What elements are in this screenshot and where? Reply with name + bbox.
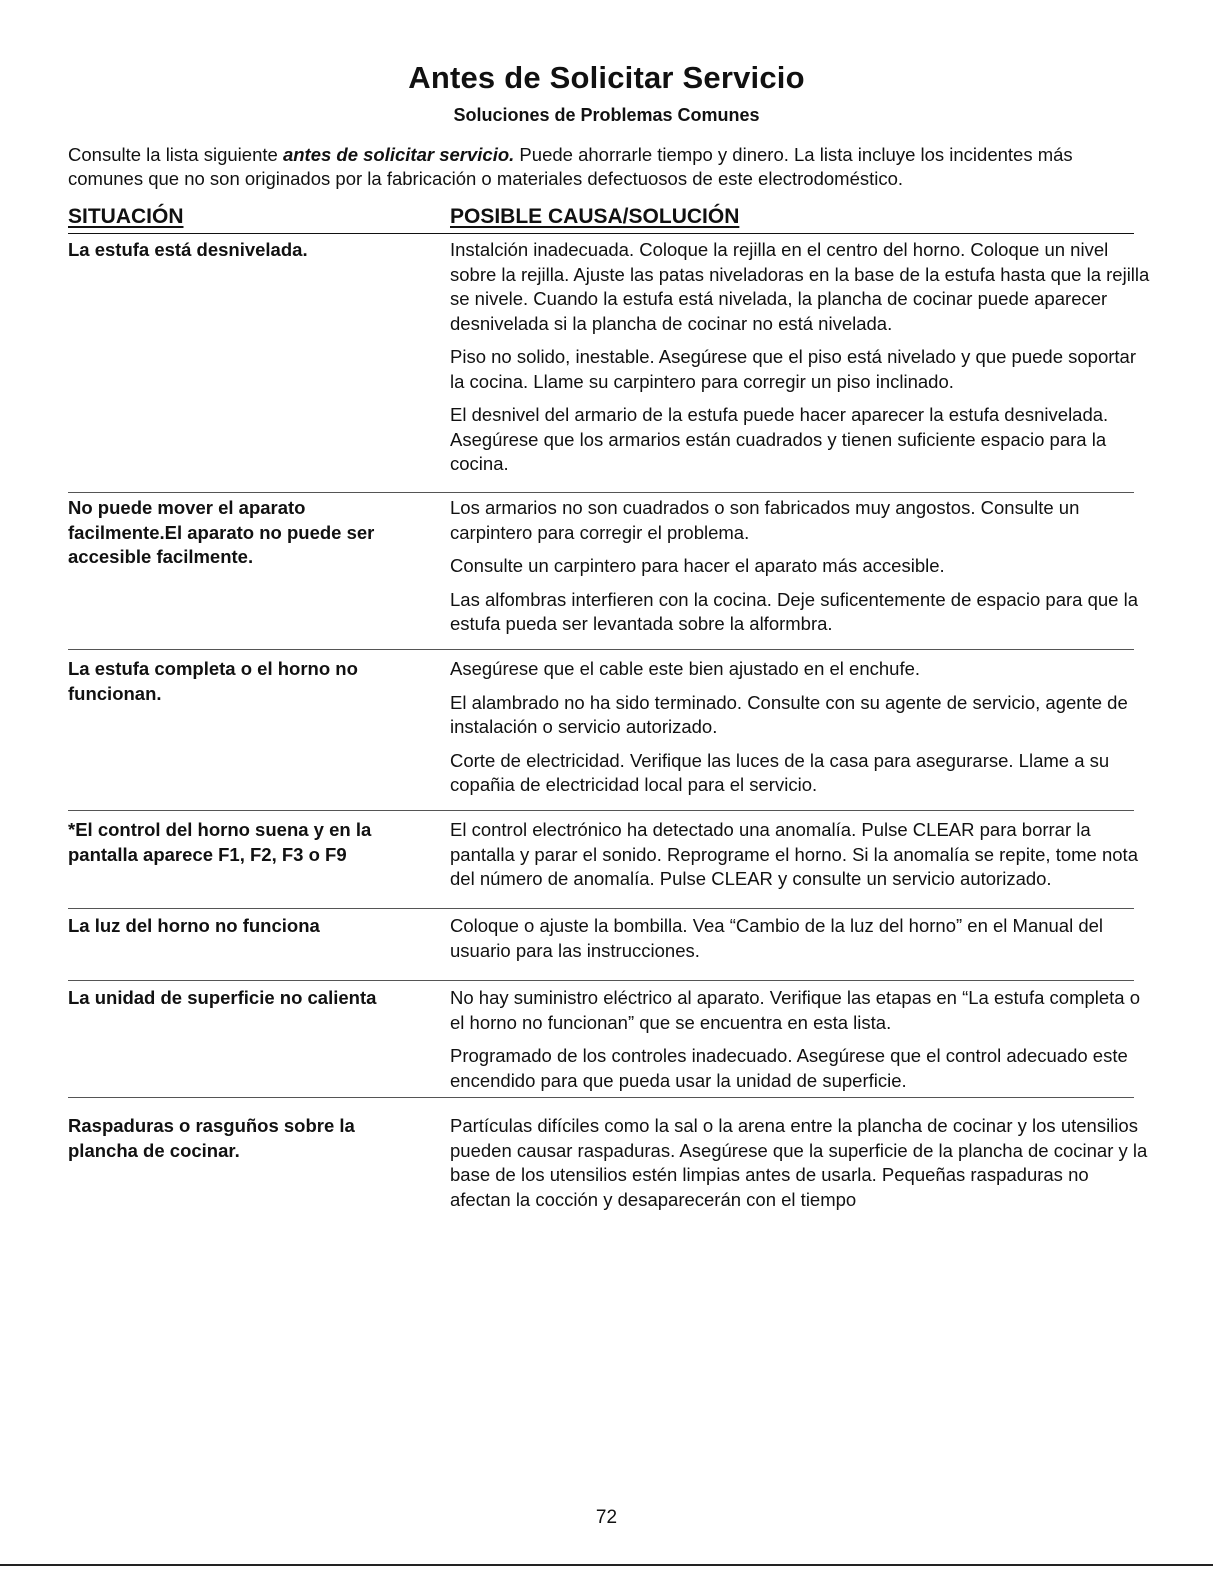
solution-text: El control electrónico ha detectado una anomalía. Pulse CLEAR para borrar la pantalla y parar el sonido. Reprograme el horno. Si la anomalía se repite, tome nota del número de anomalía. Pulse CLEAR y consulte un servicio autorizado.	[450, 819, 1138, 889]
table-row	[68, 496, 1138, 650]
table-header	[68, 205, 1134, 234]
table-row	[68, 986, 1141, 1098]
solution-cell	[450, 496, 1150, 646]
solution-text: Instalción inadecuada. Coloque la rejilla en el centro del horno. Coloque un nivel sobre la rejilla. Ajuste las patas niveladoras en la base de la estufa hasta que la rejilla se nivele. Cuando la estufa está nivelada, la plancha de cocinar puede aparecer desnivelada si la plancha de cocinar no está nivelada.	[450, 239, 1150, 334]
solution-text: No hay suministro eléctrico al aparato. Verifique las etapas en “La estufa completa o el horno no funcionan” que se encuentra en esta lista.	[450, 987, 1141, 1033]
solution-text: Las alfombras interfieren con la cocina. Deje suficentemente de espacio para que la estufa pueda ser levantada sobre la alformbra.	[450, 588, 1138, 634]
intro-text-end: Puede ahorrarle tiempo y dinero. La lista incluye los incidentes más comunes que no son originados por la fabricación o materiales defectuosos de este electrodoméstico.	[68, 144, 1073, 189]
situation-text: La luz del horno no funciona	[68, 915, 320, 936]
solution-text: Los armarios no son cuadrados o son fabricados muy angostos. Consulte un carpintero para corregir el problema.	[450, 497, 1080, 543]
situation-text: La estufa completa o el horno no funcionan.	[68, 658, 358, 704]
solution-cell	[450, 657, 1150, 807]
solution-text: Programado de los controles inadecuado. Asegúrese que el control adecuado este encendido para que pueda usar la unidad de superficie.	[450, 1045, 1128, 1091]
solution-text: Partículas difíciles como la sal o la arena entre la plancha de cocinar y los utensilios pueden causar raspaduras. Asegúrese que la superficie de la plancha de cocinar y la base de los utensilios estén limpias antes de usarla. Pequeñas raspaduras no afectan la cocción y desaparecerán con el tiempo	[450, 1115, 1148, 1210]
table-row	[68, 657, 1134, 811]
situation-text: *El control del horno suena y en la pantalla aparece F1, F2, F3 o F9	[68, 819, 372, 865]
intro-emphasis: antes de solicitar servicio.	[282, 144, 515, 165]
situation-column-header: SITUACIÓN	[68, 205, 184, 228]
intro-paragraph	[68, 143, 1148, 191]
solution-cell	[450, 238, 1150, 486]
solution-cell	[450, 818, 1150, 901]
page-subtitle: Soluciones de Problemas Comunes	[453, 105, 760, 125]
solution-cell	[450, 1114, 1150, 1221]
solution-text: Asegúrese que el cable este bien ajustado en el enchufe.	[450, 658, 921, 679]
solution-text: Piso no solido, inestable. Asegúrese que el piso está nivelado y que puede soportar la cocina. Llame su carpintero para corregir un piso inclinado.	[450, 346, 1136, 392]
solution-cell	[450, 914, 1150, 972]
solution-text: Corte de electricidad. Verifique las luces de la casa para asegurarse. Llame a su copañia de electricidad local para el servicio.	[450, 749, 1110, 795]
table-row	[68, 1114, 1148, 1224]
table-row	[68, 238, 1150, 493]
solution-text: El desnivel del armario de la estufa puede hacer aparecer la estufa desnivelada. Asegúrese que los armarios están cuadrados y tienen suficiente espacio para la cocina.	[450, 404, 1109, 474]
page-title: Antes de Solicitar Servicio	[408, 60, 805, 95]
table-row	[68, 914, 1134, 981]
solution-text: Consulte un carpintero para hacer el aparato más accesible.	[450, 555, 945, 576]
solution-cell	[450, 986, 1150, 1102]
table-row	[68, 818, 1138, 909]
page-number: 72	[595, 1507, 618, 1528]
situation-text: No puede mover el aparato facilmente.El aparato no puede ser accesible facilmente.	[68, 497, 375, 567]
bottom-divider	[0, 1564, 1213, 1566]
intro-text-start: Consulte la lista siguiente	[68, 144, 283, 165]
solution-text: Coloque o ajuste la bombilla. Vea “Cambio de la luz del horno” en el Manual del usuario para las instrucciones.	[450, 915, 1104, 961]
solution-column-header: POSIBLE CAUSA/SOLUCIÓN	[450, 205, 740, 228]
situation-text: La estufa está desnivelada.	[68, 239, 308, 260]
solution-text: El alambrado no ha sido terminado. Consulte con su agente de servicio, agente de instalación o servicio autorizado.	[450, 691, 1128, 737]
situation-text: Raspaduras o rasguños sobre la plancha de cocinar.	[68, 1115, 355, 1161]
situation-text: La unidad de superficie no calienta	[68, 987, 377, 1008]
